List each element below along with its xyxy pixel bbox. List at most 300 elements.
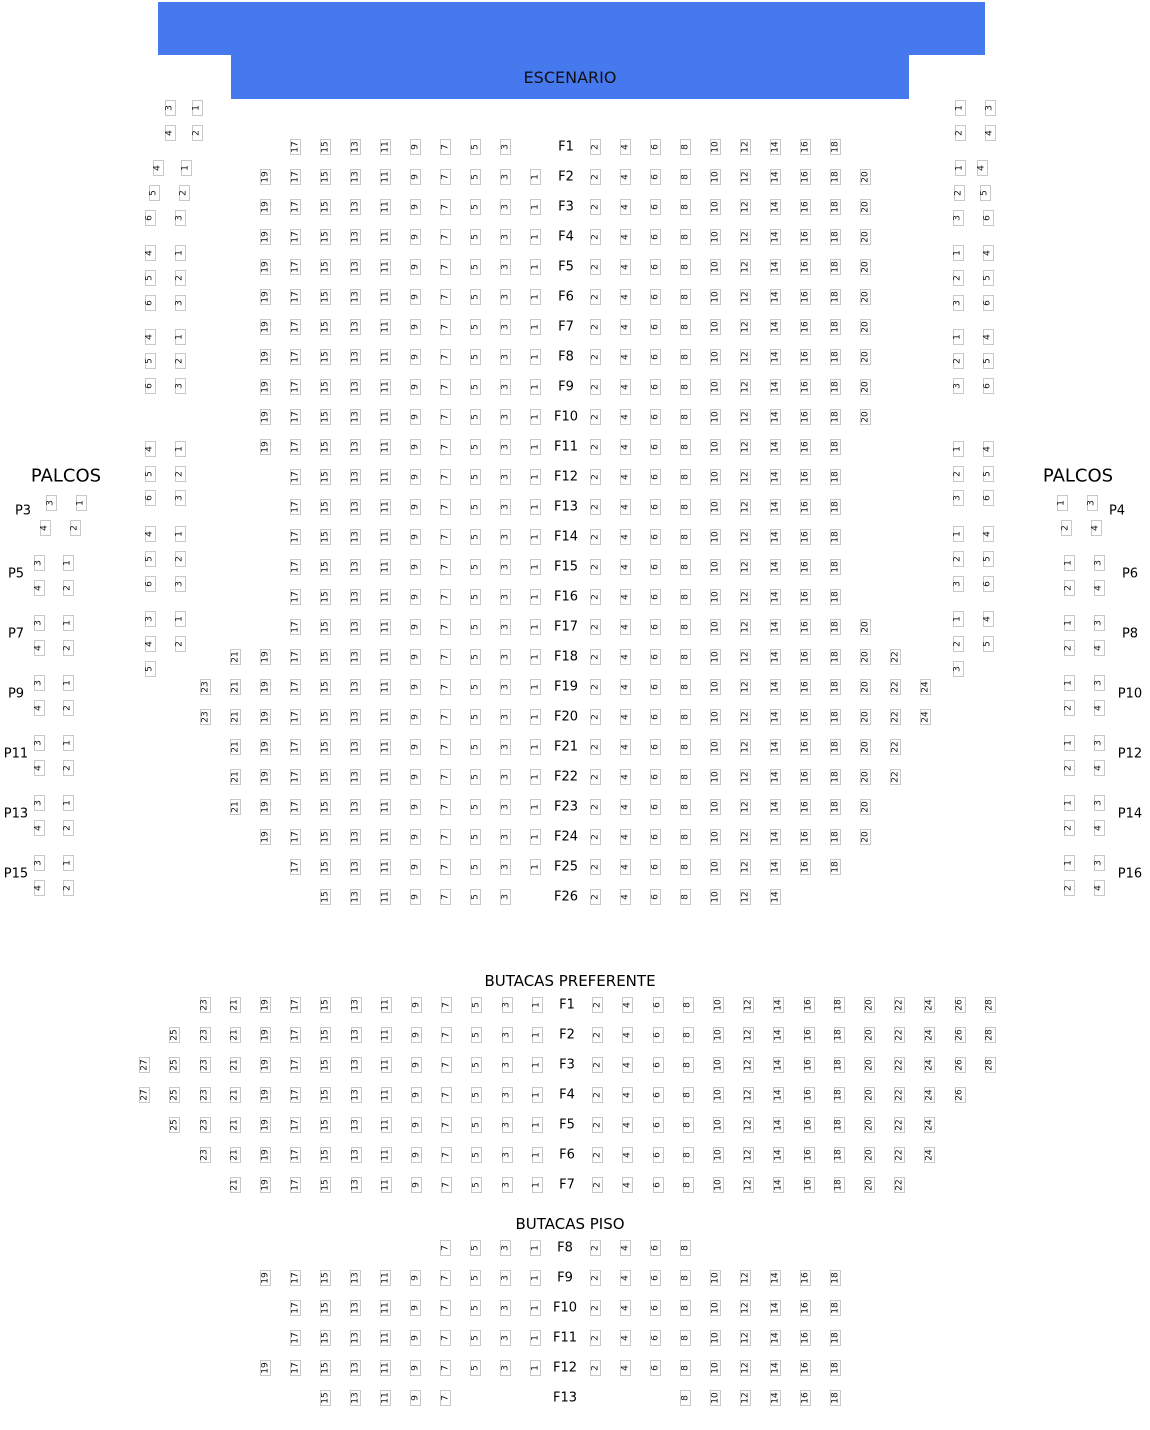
seat[interactable] (350, 259, 361, 275)
seat[interactable] (320, 619, 331, 635)
seat[interactable] (710, 769, 721, 785)
seat[interactable] (650, 1300, 661, 1316)
seat[interactable] (470, 679, 481, 695)
seat[interactable] (440, 889, 451, 905)
seat[interactable] (470, 349, 481, 365)
seat[interactable] (710, 829, 721, 845)
loge-seat[interactable] (145, 210, 156, 226)
loge-seat[interactable] (983, 526, 994, 542)
seat[interactable] (710, 289, 721, 305)
seat[interactable] (471, 1117, 482, 1133)
seat[interactable] (500, 829, 511, 845)
seat[interactable] (770, 259, 781, 275)
seat[interactable] (380, 259, 391, 275)
seat[interactable] (532, 1147, 543, 1163)
seat[interactable] (260, 319, 271, 335)
loge-seat[interactable] (145, 270, 156, 286)
seat[interactable] (622, 997, 633, 1013)
box-seat[interactable] (1094, 700, 1105, 716)
box-seat[interactable] (1094, 880, 1105, 896)
box-seat[interactable] (63, 760, 74, 776)
seat[interactable] (680, 379, 691, 395)
seat[interactable] (230, 649, 241, 665)
loge-seat[interactable] (983, 378, 994, 394)
loge-seat[interactable] (953, 329, 964, 345)
box-seat[interactable] (1064, 675, 1075, 691)
seat[interactable] (620, 799, 631, 815)
seat[interactable] (290, 259, 301, 275)
loge-seat[interactable] (153, 160, 164, 176)
seat[interactable] (770, 529, 781, 545)
seat[interactable] (860, 199, 871, 215)
loge-seat[interactable] (954, 185, 965, 201)
seat[interactable] (620, 829, 631, 845)
seat[interactable] (440, 229, 451, 245)
box-seat[interactable] (40, 520, 51, 536)
seat[interactable] (260, 199, 271, 215)
seat[interactable] (500, 409, 511, 425)
seat[interactable] (230, 709, 241, 725)
seat[interactable] (290, 1360, 301, 1376)
seat[interactable] (620, 739, 631, 755)
seat[interactable] (620, 439, 631, 455)
seat[interactable] (680, 319, 691, 335)
seat[interactable] (440, 259, 451, 275)
seat[interactable] (290, 169, 301, 185)
seat[interactable] (830, 649, 841, 665)
seat[interactable] (650, 199, 661, 215)
seat[interactable] (530, 289, 541, 305)
seat[interactable] (380, 1270, 391, 1286)
seat[interactable] (740, 709, 751, 725)
seat[interactable] (260, 259, 271, 275)
seat[interactable] (804, 1057, 815, 1073)
seat[interactable] (800, 319, 811, 335)
seat[interactable] (800, 769, 811, 785)
seat[interactable] (740, 199, 751, 215)
seat[interactable] (410, 199, 421, 215)
seat[interactable] (590, 859, 601, 875)
seat[interactable] (683, 1057, 694, 1073)
seat[interactable] (380, 1330, 391, 1346)
seat[interactable] (410, 1330, 421, 1346)
seat[interactable] (500, 229, 511, 245)
seat[interactable] (410, 289, 421, 305)
seat[interactable] (351, 1027, 362, 1043)
seat[interactable] (740, 1360, 751, 1376)
seat[interactable] (650, 559, 661, 575)
seat[interactable] (800, 289, 811, 305)
seat[interactable] (410, 349, 421, 365)
seat[interactable] (830, 1360, 841, 1376)
seat[interactable] (350, 529, 361, 545)
seat[interactable] (653, 1117, 664, 1133)
seat[interactable] (680, 709, 691, 725)
seat[interactable] (830, 409, 841, 425)
loge-seat[interactable] (980, 185, 991, 201)
seat[interactable] (620, 499, 631, 515)
loge-seat[interactable] (953, 611, 964, 627)
seat[interactable] (380, 409, 391, 425)
seat[interactable] (860, 289, 871, 305)
seat[interactable] (620, 469, 631, 485)
seat[interactable] (680, 619, 691, 635)
seat[interactable] (440, 859, 451, 875)
seat[interactable] (530, 829, 541, 845)
loge-seat[interactable] (145, 466, 156, 482)
seat[interactable] (650, 859, 661, 875)
seat[interactable] (740, 499, 751, 515)
seat[interactable] (440, 319, 451, 335)
seat[interactable] (740, 259, 751, 275)
seat[interactable] (410, 1300, 421, 1316)
seat[interactable] (740, 829, 751, 845)
loge-seat[interactable] (175, 295, 186, 311)
seat[interactable] (740, 169, 751, 185)
seat[interactable] (770, 739, 781, 755)
seat[interactable] (680, 469, 691, 485)
seat[interactable] (470, 799, 481, 815)
seat[interactable] (410, 829, 421, 845)
seat[interactable] (200, 997, 211, 1013)
loge-seat[interactable] (985, 100, 996, 116)
seat[interactable] (200, 1057, 211, 1073)
seat[interactable] (920, 679, 931, 695)
seat[interactable] (440, 139, 451, 155)
seat[interactable] (740, 1390, 751, 1406)
seat[interactable] (350, 169, 361, 185)
seat[interactable] (471, 1177, 482, 1193)
seat[interactable] (620, 889, 631, 905)
seat[interactable] (830, 349, 841, 365)
seat[interactable] (740, 319, 751, 335)
seat[interactable] (410, 439, 421, 455)
loge-seat[interactable] (983, 576, 994, 592)
seat[interactable] (532, 1087, 543, 1103)
seat[interactable] (894, 1027, 905, 1043)
seat[interactable] (380, 1360, 391, 1376)
seat[interactable] (530, 619, 541, 635)
seat[interactable] (620, 379, 631, 395)
seat[interactable] (350, 739, 361, 755)
seat[interactable] (710, 169, 721, 185)
seat[interactable] (804, 1087, 815, 1103)
seat[interactable] (710, 199, 721, 215)
seat[interactable] (500, 709, 511, 725)
seat[interactable] (590, 289, 601, 305)
seat[interactable] (860, 799, 871, 815)
seat[interactable] (770, 619, 781, 635)
seat[interactable] (650, 1330, 661, 1346)
seat[interactable] (680, 1270, 691, 1286)
seat[interactable] (650, 589, 661, 605)
seat[interactable] (770, 1270, 781, 1286)
seat[interactable] (620, 199, 631, 215)
seat[interactable] (680, 349, 691, 365)
seat[interactable] (650, 679, 661, 695)
loge-seat[interactable] (145, 353, 156, 369)
seat[interactable] (290, 997, 301, 1013)
seat[interactable] (530, 679, 541, 695)
seat[interactable] (351, 997, 362, 1013)
seat[interactable] (860, 619, 871, 635)
seat[interactable] (800, 1330, 811, 1346)
seat[interactable] (592, 997, 603, 1013)
seat[interactable] (470, 649, 481, 665)
seat[interactable] (290, 709, 301, 725)
seat[interactable] (590, 799, 601, 815)
loge-seat[interactable] (953, 576, 964, 592)
seat[interactable] (590, 169, 601, 185)
seat[interactable] (890, 649, 901, 665)
seat[interactable] (380, 1390, 391, 1406)
seat[interactable] (830, 379, 841, 395)
seat[interactable] (894, 1117, 905, 1133)
seat[interactable] (894, 1147, 905, 1163)
seat[interactable] (620, 649, 631, 665)
seat[interactable] (622, 1027, 633, 1043)
seat[interactable] (530, 319, 541, 335)
seat[interactable] (710, 679, 721, 695)
seat[interactable] (894, 1057, 905, 1073)
seat[interactable] (770, 349, 781, 365)
seat[interactable] (320, 379, 331, 395)
seat[interactable] (470, 289, 481, 305)
seat[interactable] (350, 229, 361, 245)
box-seat[interactable] (63, 675, 74, 691)
seat[interactable] (620, 169, 631, 185)
seat[interactable] (200, 1117, 211, 1133)
seat[interactable] (470, 259, 481, 275)
seat[interactable] (410, 739, 421, 755)
seat[interactable] (470, 769, 481, 785)
seat[interactable] (710, 1360, 721, 1376)
seat[interactable] (590, 1270, 601, 1286)
box-seat[interactable] (1094, 735, 1105, 751)
seat[interactable] (804, 1177, 815, 1193)
seat[interactable] (320, 409, 331, 425)
box-seat[interactable] (63, 735, 74, 751)
seat[interactable] (710, 139, 721, 155)
box-seat[interactable] (34, 640, 45, 656)
seat[interactable] (680, 1300, 691, 1316)
seat[interactable] (830, 1390, 841, 1406)
seat[interactable] (650, 829, 661, 845)
seat[interactable] (350, 1270, 361, 1286)
seat[interactable] (985, 997, 996, 1013)
seat[interactable] (500, 169, 511, 185)
seat[interactable] (260, 829, 271, 845)
loge-seat[interactable] (953, 245, 964, 261)
seat[interactable] (830, 289, 841, 305)
seat[interactable] (350, 1360, 361, 1376)
seat[interactable] (320, 649, 331, 665)
seat[interactable] (350, 349, 361, 365)
seat[interactable] (710, 739, 721, 755)
seat[interactable] (740, 1270, 751, 1286)
seat[interactable] (653, 1057, 664, 1073)
seat[interactable] (620, 859, 631, 875)
seat[interactable] (500, 739, 511, 755)
seat[interactable] (800, 439, 811, 455)
seat[interactable] (590, 529, 601, 545)
loge-seat[interactable] (149, 185, 160, 201)
seat[interactable] (680, 679, 691, 695)
seat[interactable] (260, 1360, 271, 1376)
seat[interactable] (860, 169, 871, 185)
seat[interactable] (530, 199, 541, 215)
seat[interactable] (743, 1027, 754, 1043)
seat[interactable] (800, 739, 811, 755)
seat[interactable] (924, 1117, 935, 1133)
seat[interactable] (830, 319, 841, 335)
seat[interactable] (290, 1057, 301, 1073)
loge-seat[interactable] (953, 270, 964, 286)
seat[interactable] (650, 889, 661, 905)
seat[interactable] (320, 739, 331, 755)
seat[interactable] (680, 229, 691, 245)
seat[interactable] (770, 169, 781, 185)
seat[interactable] (710, 589, 721, 605)
seat[interactable] (530, 229, 541, 245)
seat[interactable] (680, 889, 691, 905)
loge-seat[interactable] (175, 441, 186, 457)
seat[interactable] (230, 997, 241, 1013)
seat[interactable] (532, 1177, 543, 1193)
seat[interactable] (620, 1240, 631, 1256)
loge-seat[interactable] (953, 551, 964, 567)
seat[interactable] (770, 709, 781, 725)
seat[interactable] (410, 469, 421, 485)
seat[interactable] (230, 1057, 241, 1073)
seat[interactable] (710, 889, 721, 905)
seat[interactable] (800, 259, 811, 275)
seat[interactable] (380, 229, 391, 245)
seat[interactable] (773, 1057, 784, 1073)
seat[interactable] (530, 589, 541, 605)
seat[interactable] (710, 1330, 721, 1346)
seat[interactable] (320, 469, 331, 485)
seat[interactable] (834, 1147, 845, 1163)
seat[interactable] (380, 589, 391, 605)
seat[interactable] (440, 1240, 451, 1256)
box-seat[interactable] (1064, 855, 1075, 871)
seat[interactable] (590, 229, 601, 245)
seat[interactable] (530, 799, 541, 815)
seat[interactable] (290, 529, 301, 545)
seat[interactable] (592, 1027, 603, 1043)
seat[interactable] (530, 1330, 541, 1346)
seat[interactable] (290, 1330, 301, 1346)
seat[interactable] (470, 169, 481, 185)
loge-seat[interactable] (953, 441, 964, 457)
seat[interactable] (740, 289, 751, 305)
loge-seat[interactable] (953, 295, 964, 311)
seat[interactable] (230, 679, 241, 695)
box-seat[interactable] (1094, 795, 1105, 811)
seat[interactable] (800, 799, 811, 815)
seat[interactable] (350, 379, 361, 395)
seat[interactable] (710, 409, 721, 425)
seat[interactable] (260, 1057, 271, 1073)
box-seat[interactable] (63, 640, 74, 656)
seat[interactable] (500, 319, 511, 335)
seat[interactable] (260, 229, 271, 245)
seat[interactable] (350, 889, 361, 905)
seat[interactable] (622, 1177, 633, 1193)
seat[interactable] (860, 709, 871, 725)
seat[interactable] (350, 1390, 361, 1406)
seat[interactable] (470, 1300, 481, 1316)
seat[interactable] (620, 529, 631, 545)
loge-seat[interactable] (175, 353, 186, 369)
seat[interactable] (653, 997, 664, 1013)
seat[interactable] (470, 1240, 481, 1256)
seat[interactable] (290, 349, 301, 365)
seat[interactable] (500, 259, 511, 275)
seat[interactable] (350, 499, 361, 515)
seat[interactable] (710, 1390, 721, 1406)
seat[interactable] (740, 769, 751, 785)
seat[interactable] (680, 1330, 691, 1346)
seat[interactable] (502, 1087, 513, 1103)
seat[interactable] (770, 1330, 781, 1346)
loge-seat[interactable] (953, 378, 964, 394)
seat[interactable] (650, 499, 661, 515)
seat[interactable] (620, 709, 631, 725)
box-seat[interactable] (34, 615, 45, 631)
seat[interactable] (411, 1117, 422, 1133)
seat[interactable] (502, 1027, 513, 1043)
seat[interactable] (410, 709, 421, 725)
seat[interactable] (500, 769, 511, 785)
seat[interactable] (622, 1147, 633, 1163)
seat[interactable] (441, 997, 452, 1013)
seat[interactable] (830, 619, 841, 635)
seat[interactable] (592, 1147, 603, 1163)
seat[interactable] (653, 1177, 664, 1193)
seat[interactable] (440, 289, 451, 305)
seat[interactable] (470, 589, 481, 605)
seat[interactable] (380, 199, 391, 215)
seat[interactable] (500, 349, 511, 365)
seat[interactable] (650, 1360, 661, 1376)
seat[interactable] (770, 889, 781, 905)
seat[interactable] (290, 679, 301, 695)
seat[interactable] (290, 1147, 301, 1163)
seat[interactable] (410, 139, 421, 155)
seat[interactable] (320, 559, 331, 575)
seat[interactable] (860, 229, 871, 245)
seat[interactable] (351, 1117, 362, 1133)
box-seat[interactable] (63, 855, 74, 871)
loge-seat[interactable] (145, 636, 156, 652)
loge-seat[interactable] (192, 125, 203, 141)
seat[interactable] (680, 1240, 691, 1256)
seat[interactable] (860, 349, 871, 365)
seat[interactable] (834, 1057, 845, 1073)
seat[interactable] (440, 349, 451, 365)
seat[interactable] (650, 259, 661, 275)
loge-seat[interactable] (165, 125, 176, 141)
seat[interactable] (440, 409, 451, 425)
seat[interactable] (834, 1177, 845, 1193)
seat[interactable] (350, 1300, 361, 1316)
seat[interactable] (441, 1027, 452, 1043)
seat[interactable] (830, 229, 841, 245)
seat[interactable] (650, 139, 661, 155)
seat[interactable] (740, 349, 751, 365)
